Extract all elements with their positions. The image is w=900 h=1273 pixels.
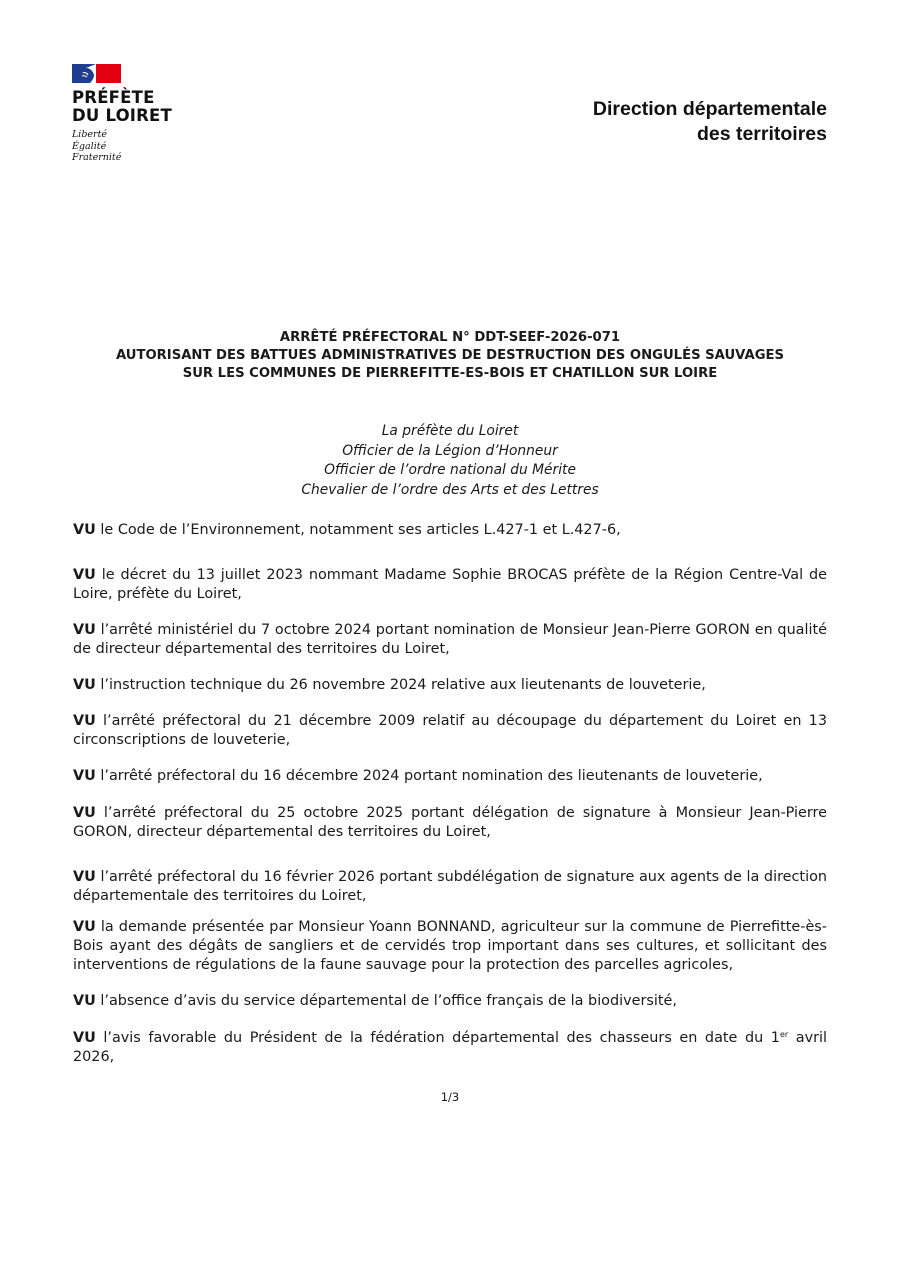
motto-fraternite: Fraternité xyxy=(72,152,122,163)
vu-text: l’instruction technique du 26 novembre 2024 relative aux lieutenants de louveterie, xyxy=(95,677,706,693)
vu-text: l’arrêté ministériel du 7 octobre 2024 portant nomination de Monsieur Jean-Pierre GORON en qualité de directeur départemental des territoires du Loiret, xyxy=(73,622,827,657)
vu-text: la demande présentée par Monsieur Yoann BONNAND, agriculteur sur la commune de Pierrefitte-ès-Bois ayant des dégâts de sangliers et de cervidés trop important dans ses cultures, et sollicitant des interventions de régulations de la faune sauvage pour la protection des parcelles agricoles, xyxy=(73,919,827,973)
vu-text: l’arrêté préfectoral du 16 décembre 2024 portant nomination des lieutenants de louveterie, xyxy=(95,768,763,784)
vu-text: l’arrêté préfectoral du 21 décembre 2009 relatif au découpage du département du Loiret en 13 circonscriptions de louveterie, xyxy=(73,713,827,748)
vu-paragraph xyxy=(73,712,827,750)
decree-title-line-3: SUR LES COMMUNES DE PIERREFITTE-ES-BOIS ET CHATILLON SUR LOIRE xyxy=(182,366,718,381)
decree-title-line-2: AUTORISANT DES BATTUES ADMINISTRATIVES DE DESTRUCTION DES ONGULÉS SAUVAGES xyxy=(115,348,785,363)
vu-text: le décret du 13 juillet 2023 nommant Madame Sophie BROCAS préfète de la Région Centre-Val de Loire, préfète du Loiret, xyxy=(73,567,827,602)
institution-line-1: PRÉFÈTE xyxy=(72,88,155,107)
prefect-titles xyxy=(73,422,827,500)
vu-paragraph xyxy=(73,804,827,842)
direction-heading xyxy=(593,97,827,147)
vu-paragraph xyxy=(73,621,827,659)
marianne-profile-icon xyxy=(72,64,96,83)
institution-name xyxy=(72,89,182,125)
vu-label: VU xyxy=(73,522,96,538)
vu-label: VU xyxy=(73,919,96,935)
vu-paragraph xyxy=(73,676,827,695)
motto-egalite: Égalité xyxy=(72,140,107,152)
vu-text: le Code de l’Environnement, notamment ses articles L.427-1 et L.427-6, xyxy=(95,522,621,538)
prefect-title-line: Officier de la Légion d’Honneur xyxy=(342,442,558,459)
direction-line-2: des territoires xyxy=(696,123,827,145)
direction-line-1: Direction départementale xyxy=(592,98,827,120)
vu-paragraph xyxy=(73,918,827,975)
vu-label: VU xyxy=(73,567,96,583)
vu-label: VU xyxy=(73,768,96,784)
republic-motto xyxy=(72,129,182,164)
vu-label: VU xyxy=(73,713,96,729)
vu-label: VU xyxy=(73,677,96,693)
flag-red-band xyxy=(96,64,121,83)
vu-text: l’avis favorable du Président de la fédération départemental des chasseurs en date du 1 xyxy=(95,1030,780,1046)
republic-logo xyxy=(72,64,182,164)
vu-label: VU xyxy=(73,1030,96,1046)
vu-label: VU xyxy=(73,805,96,821)
vu-label: VU xyxy=(73,993,96,1009)
vu-paragraph xyxy=(73,767,827,786)
institution-line-2: DU LOIRET xyxy=(72,106,172,125)
vu-label: VU xyxy=(73,622,96,638)
vu-paragraph xyxy=(73,992,827,1011)
page-number: 1/3 xyxy=(440,1090,460,1104)
prefect-title-line: La préfète du Loiret xyxy=(381,423,519,439)
decree-title xyxy=(73,329,827,383)
vu-text: l’arrêté préfectoral du 25 octobre 2025 portant délégation de signature à Monsieur Jean-Pierre GORON, directeur départemental des territoires du Loiret, xyxy=(73,805,827,840)
flag-blue-band xyxy=(72,64,96,83)
prefect-title-line: Chevalier de l’ordre des Arts et des Lettres xyxy=(301,481,599,498)
vu-text-end: avril 2026, xyxy=(73,1030,827,1065)
ordinal-superscript: er xyxy=(779,1030,789,1039)
vu-label: VU xyxy=(73,869,96,885)
prefect-title-line: Officier de l’ordre national du Mérite xyxy=(324,462,576,478)
vu-paragraph xyxy=(73,566,827,604)
motto-liberte: Liberté xyxy=(72,129,108,140)
decree-title-line-1: ARRÊTÉ PRÉFECTORAL N° DDT-SEEF-2026-071 xyxy=(279,330,621,345)
vu-paragraph xyxy=(73,521,827,540)
vu-paragraph xyxy=(73,1029,827,1067)
vu-text: l’absence d’avis du service départemental de l’office français de la biodiversité, xyxy=(95,993,677,1009)
vu-paragraph xyxy=(73,868,827,906)
vu-text: l’arrêté préfectoral du 16 février 2026 portant subdélégation de signature aux agents de la direction départementale des territoires du Loiret, xyxy=(73,869,827,904)
marianne-flag-icon xyxy=(72,64,121,83)
